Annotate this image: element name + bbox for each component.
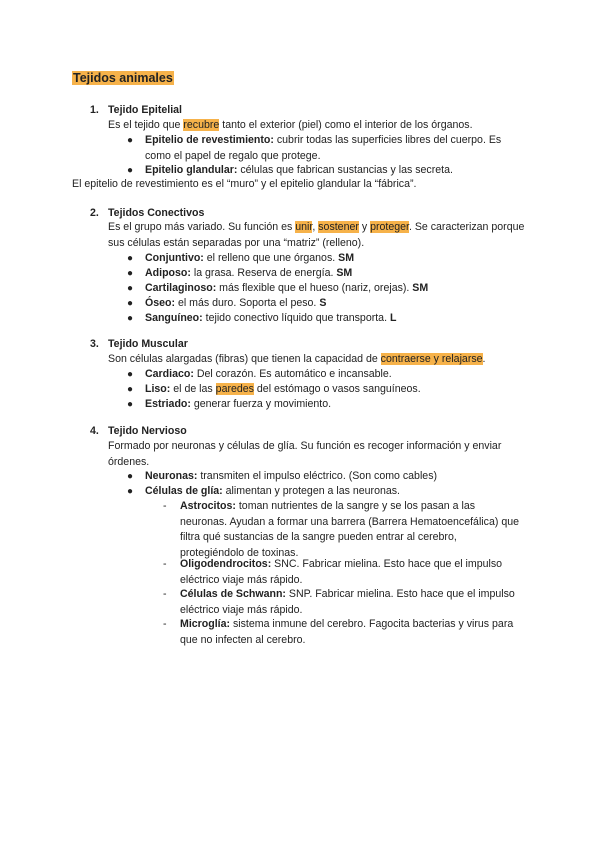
bullet-icon: ● xyxy=(127,298,134,309)
highlight: paredes xyxy=(215,383,254,395)
bullet-icon: ● xyxy=(127,283,134,294)
highlight: unir xyxy=(295,221,313,233)
section-intro-conectivos: Es el grupo más variado. Su función es unir, sostener y proteger. Se caracterizan porque sus células están separadas por una “matriz” (relleno). xyxy=(108,221,525,249)
dash-icon: - xyxy=(163,588,167,600)
bullet-icon: ● xyxy=(127,268,134,279)
highlight: proteger xyxy=(370,221,409,233)
bullet-icon: ● xyxy=(127,165,134,176)
highlight: contraerse y relajarse xyxy=(380,353,483,365)
bullet-icon: ● xyxy=(127,253,134,264)
section-intro-nervioso: Formado por neuronas y células de glía. Su función es recoger información y enviar órdenes. xyxy=(108,440,502,468)
section-heading-muscular: 3. Tejido Muscular xyxy=(90,338,188,350)
note-text: El epitelio de revestimiento es el “muro” y el epitelio glandular la “fábrica”. xyxy=(72,178,417,190)
highlight: recubre xyxy=(183,119,220,131)
bullet-icon: ● xyxy=(127,486,134,497)
dash-icon: - xyxy=(163,500,167,512)
bullet-icon: ● xyxy=(127,471,134,482)
section-heading-epitelial: 1. Tejido Epitelial xyxy=(90,104,182,116)
highlight: sostener xyxy=(318,221,359,233)
dash-icon: - xyxy=(163,558,167,570)
bullet-icon: ● xyxy=(127,399,134,410)
bullet-icon: ● xyxy=(127,313,134,324)
section-heading-conectivos: 2. Tejidos Conectivos xyxy=(90,207,205,219)
bullet-icon: ● xyxy=(127,384,134,395)
section-intro-epitelial: Es el tejido que recubre tanto el exterior (piel) como el interior de los órganos. xyxy=(108,119,473,131)
bullet-icon: ● xyxy=(127,369,134,380)
section-intro-muscular: Son células alargadas (fibras) que tienen la capacidad de contraerse y relajarse. xyxy=(108,353,486,365)
section-heading-nervioso: 4. Tejido Nervioso xyxy=(90,425,187,437)
list-item: ● Epitelio de revestimiento: cubrir todas las superficies libres del cuerpo. Es como el papel de regalo que protege. xyxy=(127,134,502,162)
page-title: Tejidos animales xyxy=(73,71,173,85)
document-page: Tejidos animales 1. Tejido Epitelial Es el tejido que recubre tanto el exterior (piel) como el interior de los órganos. ● Epitelio de revestimiento: cubrir todas las superficies libres del cuerpo. Es como el papel de regalo que protege. ● Epitelio glandular: células que fabrican sustancias y las secreta. El epitelio de revestimiento es el “muro” y el epitelio glandular la “fábrica”. 2. Tejidos Conectivos Es el grupo más variado. Su función es unir, sostener y proteger. Se caracterizan porque sus células están separadas por una “matriz” (relleno). ● Conjuntivo: el relleno que une órganos. SM ● Adiposo: la grasa. Reserva de energía. SM ● Cartilaginoso: más flexible que el hueso (nariz, orejas). SM ● Óseo: el más duro. Soporta el peso. S ● Sanguíneo: tejido conectivo líquido que transporta. L 3. Tejido Muscular Son células alargadas (fibras) que tienen la capacidad de contraerse y relajarse. ● Cardiaco: Del corazón. Es automático e incansable. ● Liso: el de las paredes del estómago o vasos sanguíneos. ● Estriado: generar fuerza y movimiento. 4. Tejido Nervioso Formado por neuronas y células de glía. Su función es recoger información y enviar órdenes. ● Neuronas: transmiten el impulso eléctrico. (Son como cables) ● Células de glía: alimentan y protegen a las neuronas. - Astrocitos: toman nutrientes de la sangre y se los pasan a las neuronas. Ayudan a formar una barrera (Barrera Hematoencefálica) que filtra qué sustancias de la sangre pueden entrar al cerebro, protegiéndolo de toxinas. - Oligodendrocitos: SNC. Fabricar mielina. Esto hace que el impulso eléctrico viaje más rápido. - Células de Schwann: SNP. Fabricar mielina. Esto hace que el impulso eléctrico viaje más rápido. - Microglía: sistema inmune del cerebro. Fagocita bacterias y virus para que no infecten al cerebro. xyxy=(0,0,600,848)
bullet-icon: ● xyxy=(127,135,134,146)
dash-icon: - xyxy=(163,618,167,630)
